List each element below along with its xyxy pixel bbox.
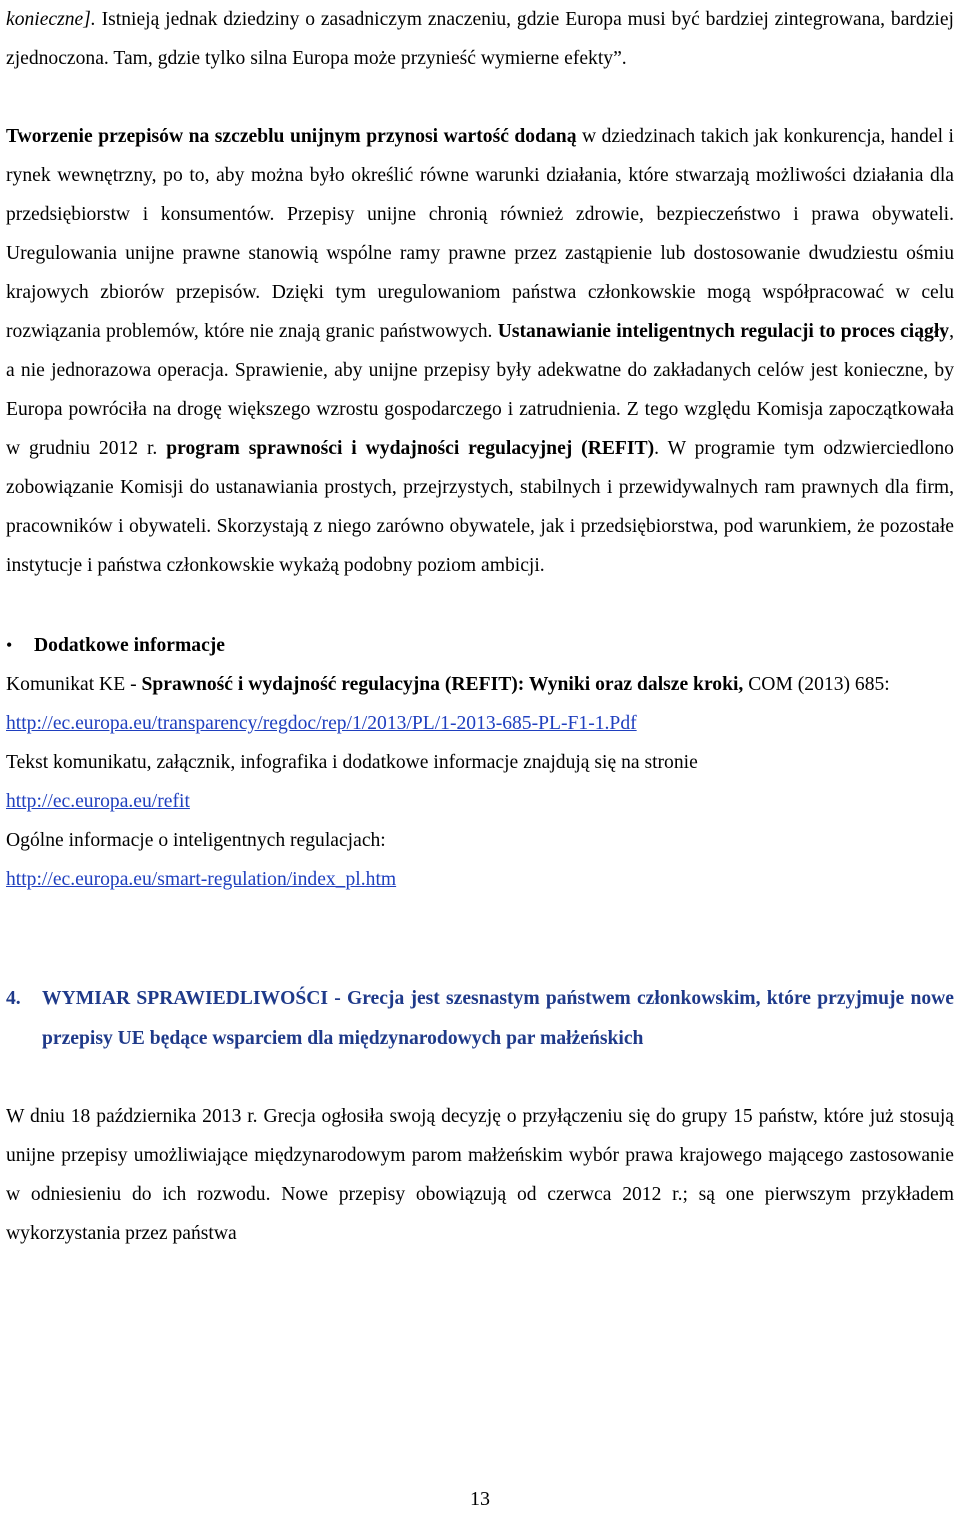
bullet-icon: • (6, 635, 13, 655)
link-smart-regulation[interactable]: http://ec.europa.eu/smart-regulation/index_pl.htm (6, 869, 397, 890)
page-number: 13 (470, 1488, 490, 1510)
link-refit-communication[interactable]: http://ec.europa.eu/transparency/regdoc/rep/1/2013/PL/1-2013-685-PL-F1-1.Pdf (6, 713, 637, 734)
main-bold-2: Ustanawianie inteligentnych regulacji to proces ciągły (497, 321, 950, 342)
communication-ref: COM (2013) 685: (743, 674, 890, 695)
section4-heading (6, 979, 954, 1059)
text-general: Ogólne informacje o inteligentnych regulacjach: (6, 830, 386, 851)
link-row-3 (6, 860, 954, 899)
communication-prefix: Komunikat KE - (6, 674, 142, 695)
section4-heading-upper: WYMIAR SPRAWIEDLIWOŚCI (42, 988, 329, 1009)
main-paragraph (6, 117, 954, 585)
link-row-2 (6, 782, 954, 821)
link-row-1 (6, 704, 954, 743)
main-bold-1: Tworzenie przepisów na szczeblu unijnym przynosi wartość dodaną (6, 126, 577, 147)
additional-info-section (6, 626, 954, 899)
link-refit[interactable]: http://ec.europa.eu/refit (6, 791, 190, 812)
main-bold-3: program sprawności i wydajności regulacyjnej (REFIT) (166, 438, 655, 459)
additional-info-heading: Dodatkowe informacje (34, 635, 226, 656)
main-text-2: , a nie jednorazowa operacja. Sprawienie, aby unijne przepisy były adekwatne do zakładanych celów jest konieczne, by Europa powróciła na drogę większego wzrostu gospodarczego i zatrudnienia. Z tego względu Komisja zapoczątkowała w grudniu 2012 r. (6, 321, 954, 459)
communication-title: Sprawność i wydajność regulacyjna (REFIT): Wyniki oraz dalsze kroki, (141, 674, 744, 695)
document-page (6, 0, 954, 1253)
text-site: Tekst komunikatu, załącznik, infografika i dodatkowe informacje znajdują się na stronie (6, 752, 698, 773)
section4-paragraph: W dniu 18 października 2013 r. Grecja ogłosiła swoją decyzję o przyłączeniu się do grupy 15 państw, które już stosują unijne przepisy umożliwiające międzynarodowym parom małżeńskim wybór prawa krajowego mającego zastosowanie w odniesieniu do ich rozwodu. Nowe przepisy obowiązują od czerwca 2012 r.; są one pierwszym przykładem wykorzystania przez państwa (6, 1106, 954, 1244)
intro-italic-fragment: konieczne]. (6, 9, 96, 30)
main-text-1: w dziedzinach takich jak konkurencja, handel i rynek wewnętrzny, po to, aby można było określić równe warunki działania, które stwarzają możliwości działania dla przedsiębiorstw i konsumentów. Przepisy unijne chronią również zdrowie, bezpieczeństwo i prawa obywateli. Uregulowania unijne prawne stanowią wspólne ramy prawne przez zastąpienie lub dostosowanie dwudziestu ośmiu krajowych zbiorów przepisów. Dzięki tym uregulowaniom państwa członkowskie mogą współpracować w celu rozwiązania problemów, które nie znają granic państwowych. (6, 126, 954, 342)
main-text-3: . W programie tym odzwierciedlono zobowiązanie Komisji do ustanawiania prostych, przejrzystych, stabilnych i przewidywalnych ram prawnych dla firm, pracowników i obywateli. Skorzystają z niego zarówno obywatele, jak i przedsiębiorstwa, pod warunkiem, że pozostałe instytucje i państwa członkowskie wykażą podobny poziom ambicji. (6, 438, 954, 576)
intro-paragraph (6, 0, 954, 78)
communication-reference (6, 665, 954, 704)
section4-number: 4. (6, 988, 21, 1009)
section4-heading-rest: - Grecja jest szesnastym państwem członkowskim, które przyjmuje nowe przepisy UE będące wsparciem dla międzynarodowych par małżeńskich (42, 988, 954, 1049)
additional-info-heading-row (6, 626, 954, 665)
intro-text: Istnieją jednak dziedziny o zasadniczym znaczeniu, gdzie Europa musi być bardziej zintegrowana, bardziej zjednoczona. Tam, gdzie tylko silna Europa może przynieść wymierne efekty”. (6, 9, 954, 69)
